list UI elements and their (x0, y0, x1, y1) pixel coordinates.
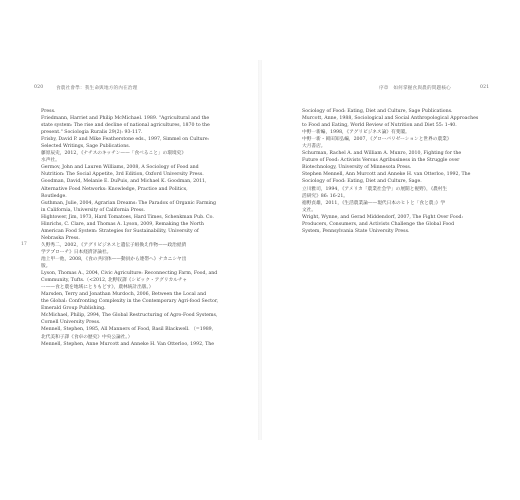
reference-entry (41, 242, 249, 256)
reference-line: Mennell, Stephen, 1985, All Manners of Food, Basil Blackwell. （=1989, (41, 327, 214, 333)
reference-line: Cornell University Press. (41, 320, 101, 326)
reference-entry (41, 214, 249, 221)
reference-line: Nutrition: The Social Appetite, 3rd Edition, Oxford University Press. (41, 172, 204, 178)
reference-entry (302, 150, 510, 171)
reference-line: 文社。 (302, 207, 317, 213)
right-running-title: 序章 如何掌握食與農的問題核心 (379, 86, 451, 91)
reference-line: present." Sociologia Ruralis 29(2): 93-117. (41, 130, 143, 136)
reference-line: 徳野貞雄，2011，《生活農業論——現代日本のヒトと「食と農」》学 (302, 200, 446, 206)
reference-entry (302, 171, 510, 185)
reference-line: state system: The rise and decline of national agricultures, 1870 to the (41, 123, 210, 129)
reference-line: Producers, Consumers, and Activists Challenge the Global Food (302, 221, 455, 227)
margin-page-marker: 17 (21, 242, 27, 247)
reference-line: 立川雅司，1994，《アメリカ「農業社会学」の展開と視野》，《農村生 (302, 186, 448, 192)
reference-line: Selected Writings, Sage Publications. (41, 144, 131, 150)
reference-entry (41, 326, 249, 340)
reference-line: Wright, Wynne, and Gerad Middendorf, 2007, The Fight Over Food: (302, 214, 464, 220)
reference-line: Community, Tufts.（<2012, 北野収譯《シビック・アグリカルチャ (41, 278, 188, 284)
reference-line: Goodman, David, Melanie E. DuPuis, and Michael K. Goodman, 2011, (41, 179, 207, 185)
reference-line: 北代美和子譯《食卓の歴史》中央公論社。） (41, 334, 133, 340)
reference-line: 水声社。 (41, 158, 60, 164)
reference-entry (41, 291, 249, 312)
page-gutter (258, 60, 262, 440)
left-reference-list (41, 108, 249, 348)
reference-line: Alternative Food Networks: Knowledge, Practice and Politics, (41, 186, 188, 192)
reference-line: 中野一新編，1998，《アグリビジネス論》有斐閣。 (302, 130, 410, 136)
reference-line: 藤原辰史，2012，《ナチスのキッチン——「食べること」の環境史》 (41, 151, 187, 157)
reference-line: System, Pennsylvania State University Press. (302, 228, 410, 234)
reference-entry (41, 221, 249, 242)
reference-entry (41, 178, 249, 199)
reference-entry (41, 256, 249, 270)
right-page-number: 021 (480, 85, 490, 90)
left-running-title: 食農社會學：我生命與地方的內在治理 (56, 86, 138, 91)
reference-line: 中野一新・岡田知弘編，2007，《グローバリゼーションと世界の農業》 (302, 137, 452, 143)
reference-line: Future of Food: Activists Versus Agribusiness in the Struggle over (302, 158, 460, 164)
reference-entry (302, 200, 510, 214)
reference-line: Frisby, David P. and Mike Featherstone eds., 1997, Simmel on Culture: (41, 137, 210, 143)
reference-entry (302, 214, 510, 235)
reference-line: 大月書店。 (302, 144, 326, 150)
reference-line: McMichael, Philip, 2994, The Global Restructuring of Agro-Food Systems, (41, 313, 218, 319)
reference-line: in California, University of California Press. (41, 207, 146, 213)
right-page (260, 0, 520, 500)
reference-line: Guthman, Julie, 2004, Agrarian Dreams: The Paradox of Organic Farming (41, 200, 217, 206)
reference-line: Biotechnology, University of Minnesota Press. (302, 165, 412, 171)
reference-line: Nebraska Press. (41, 235, 80, 241)
reference-line: Murcott, Anne, 1988, Sociological and Social Anthropological Approaches (302, 116, 479, 122)
reference-line: Stephen Mennell, Ann Murcott and Anneke H. van Otterloo, 1992, The (302, 172, 471, 178)
reference-line: Sociology of Food: Eating, Diet and Culture, Sage Publications. (302, 109, 453, 114)
reference-entry (41, 108, 249, 115)
reference-entry (41, 115, 249, 136)
reference-line: Hinrichs, C. Clare, and Thomas A. Lyson, 2009, Remaking the North (41, 221, 204, 227)
reference-entry (302, 186, 510, 200)
reference-line: 活研究》86: 16-21。 (302, 193, 348, 199)
reference-line: Routledge. (41, 193, 67, 199)
right-reference-list (302, 108, 510, 235)
reference-line: Germov, John and Lauren Williams, 2008, A Sociology of Food and (41, 165, 199, 171)
reference-entry (302, 129, 510, 136)
reference-line: 版。 (41, 264, 51, 270)
reference-line: 久野秀二，2002，《アグリビジネスと遺伝子組換え作物——政治経済 (41, 242, 187, 248)
reference-line: Sociology of Food: Eating, Diet and Culture, Sage. (302, 179, 422, 185)
reference-line: Emerald Group Publishing. (41, 306, 106, 312)
reference-line: American Food System: Strategies for Sustainability, University of (41, 228, 199, 234)
reference-line: Press. (41, 109, 56, 114)
reference-entry (302, 136, 510, 150)
reference-line: Friedmann, Harriet and Philip McMichael. 1989. "Agricultural and the (41, 116, 210, 122)
reference-line: Hightower, Jim, 1973, Hard Tomatoes, Hard Times, Schenkman Pub. Co. (41, 214, 214, 220)
reference-entry (41, 270, 249, 291)
reference-entry (41, 200, 249, 214)
reference-entry (302, 108, 510, 115)
reference-entry (41, 150, 249, 164)
reference-line: to Food and Eating, World Review of Nutrition and Diet 55: 1-40. (302, 123, 457, 129)
reference-line: Schurman, Rachel A. and William A. Munro, 2010, Fighting for the (302, 151, 462, 157)
reference-line: the Global: Confronting Complexity in the Contemporary Agri-food Sector, (41, 299, 219, 305)
reference-entry (41, 164, 249, 178)
reference-line: 池上甲一他，2008，《食の共同体——動員から連帯へ》ナカニシヤ出 (41, 256, 187, 262)
reference-entry (41, 136, 249, 150)
reference-line: 学アプローチ》日本経済評論社。 (41, 249, 112, 255)
reference-line: Mennell, Stephen, Anne Murcott and Anneke H. Van Otterloo, 1992, The (41, 341, 214, 347)
reference-line: Marsden, Terry and Jonathan Murdoch, 2006, Between the Local and (41, 292, 207, 298)
reference-line: Lyson, Thomas A., 2004, Civic Agriculture: Reconnecting Farm, Food, and (41, 271, 218, 277)
reference-line: ー——食と農を地域にとりもどす》，農林統計出版。） (41, 285, 154, 291)
reference-entry (41, 312, 249, 326)
reference-entry (302, 115, 510, 129)
reference-entry (41, 341, 249, 348)
left-page-number: 020 (34, 85, 44, 90)
